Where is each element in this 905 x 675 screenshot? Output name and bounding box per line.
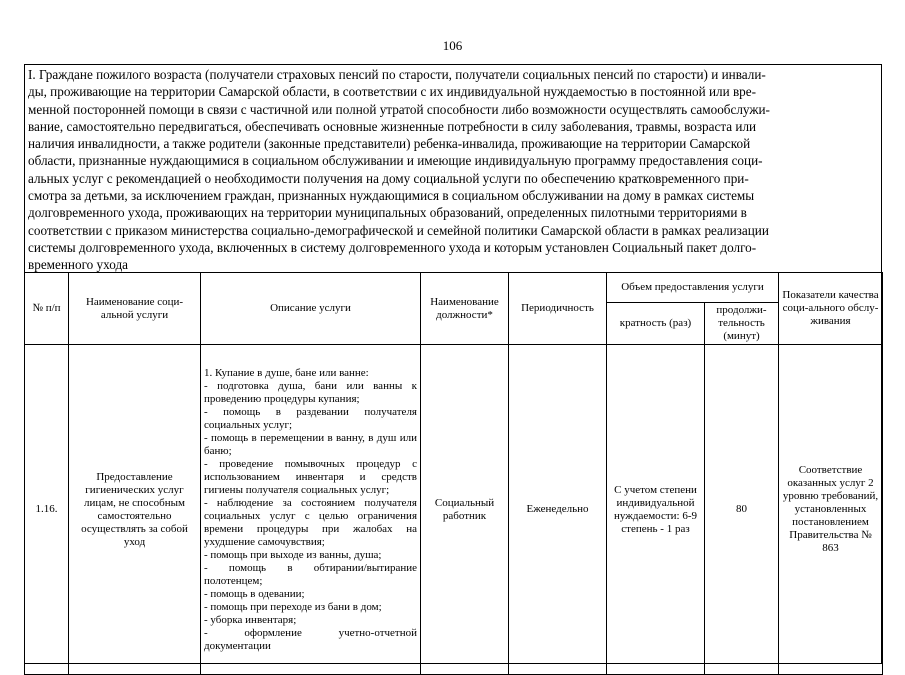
cell-description <box>201 345 421 675</box>
services-table <box>24 272 883 675</box>
description-line: 1. Купание в душе, бане или ванне: <box>204 366 369 379</box>
header-volume: Объем предоставления услуги <box>607 273 779 303</box>
header-description: Описание услуги <box>201 273 421 345</box>
page-number: 106 <box>442 38 463 53</box>
cell-num: 1.16. <box>25 345 69 675</box>
description-line: - проведение помывочных процедур с использованием инвентаря и средств гигиены получателя социальных услуг; <box>204 457 417 496</box>
description-line: - уборка инвентаря; <box>204 613 297 626</box>
intro-line: смотра за детьми, за исключением граждан, признанных нуждающимися в социальном обслуживании на дому в рамках системы <box>28 188 755 204</box>
cell-service-name: Предоставление гигиенических услуг лицам, не способным самостоятельно осуществлять за собой уход <box>69 345 201 675</box>
intro-line: системы долговременного ухода, включенных в систему долговременного ухода и которым установлен Социальный пакет долго- <box>28 239 757 255</box>
header-quality: Показатели качества соци-ального обслу-живания <box>779 273 883 345</box>
intro-line: области, признанные нуждающимися в социальном обслуживании и имеющие индивидуальную программу предоставления соци- <box>28 153 763 169</box>
header-frequency: кратность (раз) <box>607 303 705 345</box>
intro-paragraph <box>28 66 880 274</box>
description-line: - помощь при выходе из ванны, душа; <box>204 548 382 561</box>
header-service-name: Наименование соци-альной услуги <box>69 273 201 345</box>
cell-frequency: С учетом степени индивидуальной нуждаемости: 6-9 степень - 1 раз <box>607 345 705 675</box>
table-row <box>25 345 883 675</box>
description-line: - помощь в обтирании/вытирание полотенцем; <box>204 561 417 587</box>
description-line: - помощь в одевании; <box>204 587 305 600</box>
intro-line: менной посторонней помощи в связи с частичной или полной утратой способности либо возможности осуществлять самообслужи- <box>28 101 770 117</box>
intro-line: I. Граждане пожилого возраста (получатели страховых пенсий по старости, получатели социальных пенсий по старости) и инвали- <box>28 67 766 82</box>
cell-position: Социальный работник <box>421 345 509 675</box>
intro-line: наличия инвалидности, а также родители (законные представители) ребенка-инвалида, проживающие на территории Самарской <box>28 136 751 152</box>
intro-line: долговременного ухода, проживающих на территории муниципальных образований, определенных пилотными территориями в <box>28 205 747 221</box>
intro-line: соответствии с приказом министерства социально-демографической и семейной политики Самарской области в рамках реализации <box>28 222 769 238</box>
header-duration: продолжи-тельность (минут) <box>705 303 779 345</box>
description-line: - наблюдение за состоянием получателя социальных услуг с целью ограничения времени процедуры при жалобах на ухудшение самочувствия; <box>204 496 417 548</box>
cell-duration: 80 <box>705 345 779 675</box>
cell-quality: Соответствие оказанных услуг 2 уровню требований, установленных постановлением Правительства № 863 <box>779 345 883 675</box>
intro-line: вание, самостоятельно передвигаться, обеспечивать основные жизненные потребности в силу заболевания, травмы, возраста или <box>28 118 757 134</box>
intro-line: ды, проживающие на территории Самарской области, в соответствии с их индивидуальной нуждаемостью в постоянной или вре- <box>28 84 757 100</box>
intro-line: альных услуг с рекомендацией о необходимости получения на дому социальной услуги по обеспечению кратковременного при- <box>28 170 749 186</box>
description-line: - помощь в перемещении в ванну, в душ или баню; <box>204 431 417 457</box>
header-periodicity: Периодичность <box>509 273 607 345</box>
description-line: - помощь при переходе из бани в дом; <box>204 600 382 613</box>
description-line: - помощь в раздевании получателя социальных услуг; <box>204 405 417 431</box>
description-line: - оформление учетно-отчетной документации <box>204 626 417 652</box>
cell-periodicity: Еженедельно <box>509 345 607 675</box>
header-position: Наименование должности* <box>421 273 509 345</box>
description-line: - подготовка душа, бани или ванны к проведению процедуры купания; <box>204 379 417 405</box>
intro-line: временного ухода <box>28 257 129 273</box>
header-num: № п/п <box>25 273 69 345</box>
